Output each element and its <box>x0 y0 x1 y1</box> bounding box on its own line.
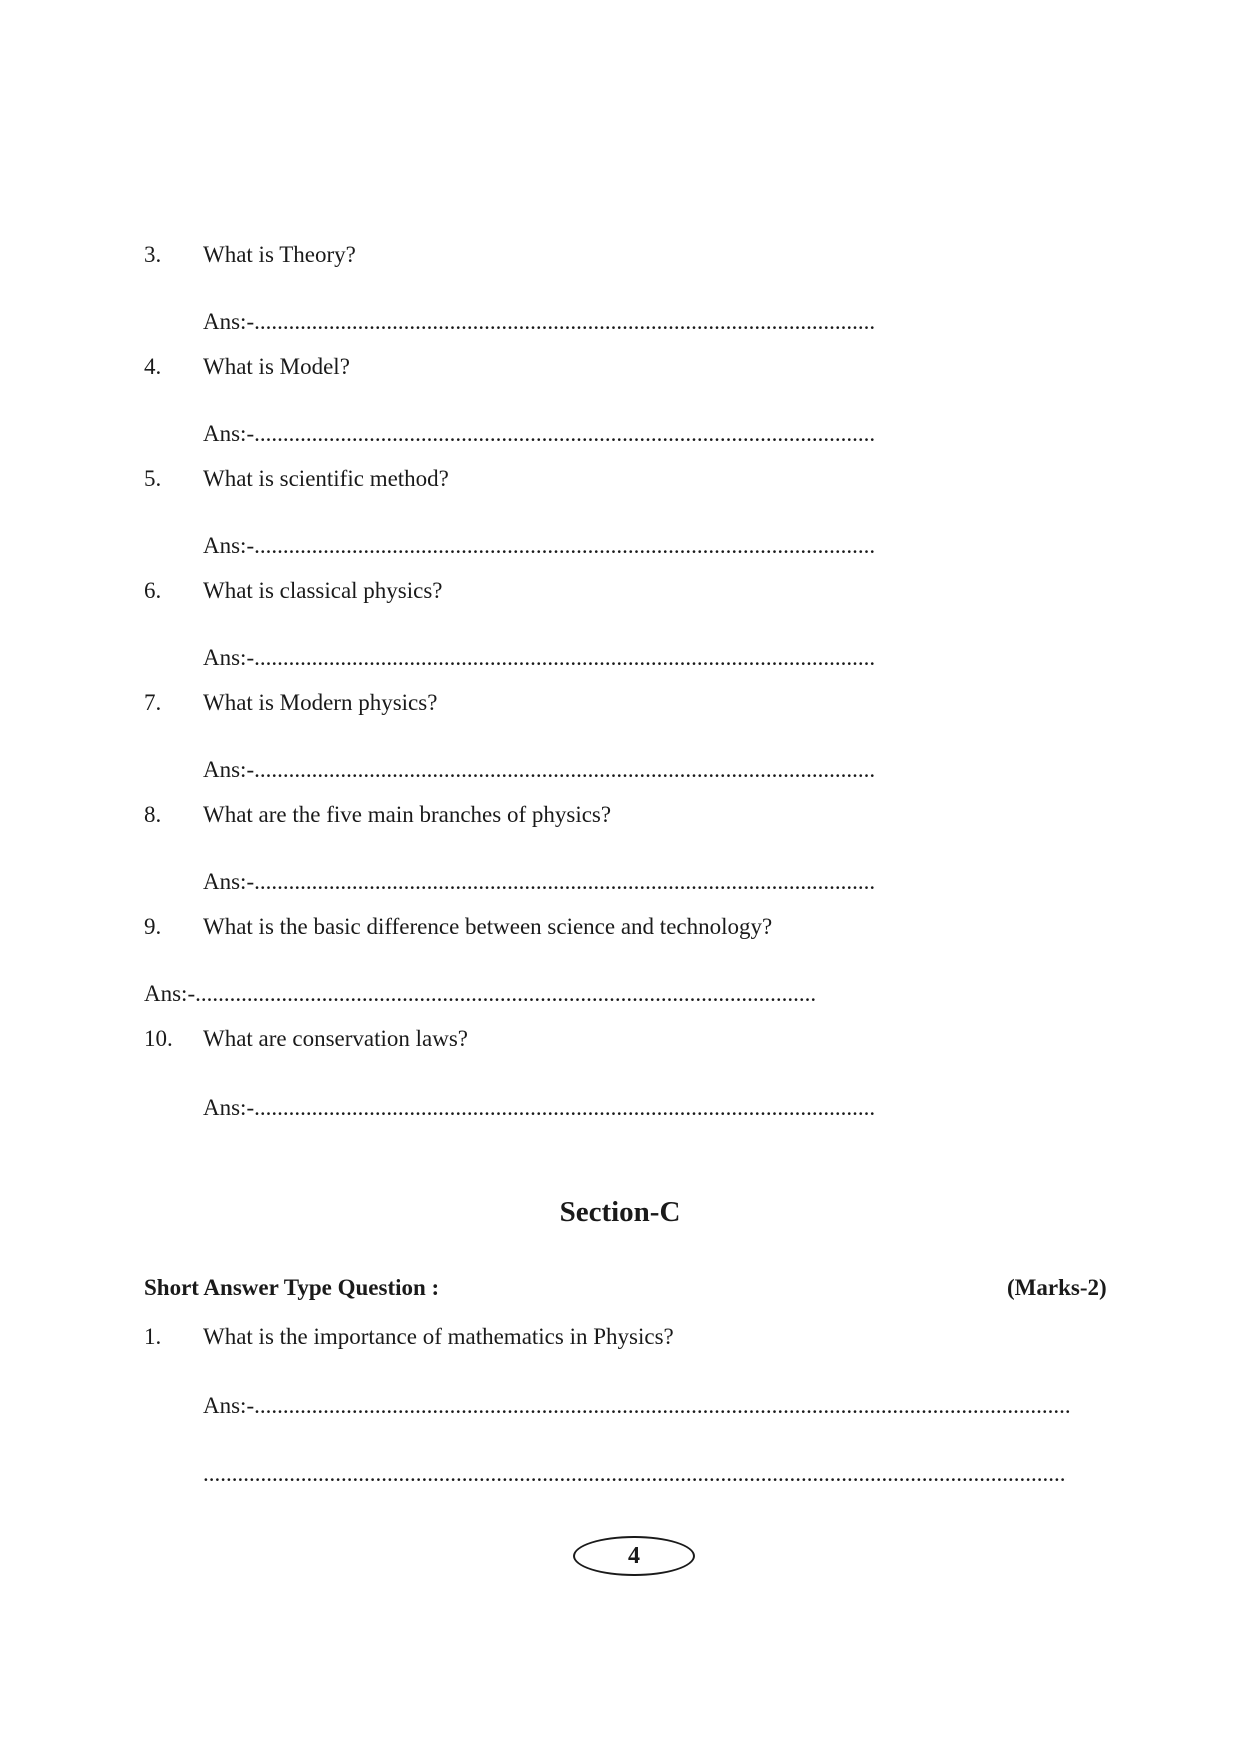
question-number: 8. <box>144 802 162 827</box>
question-number: 10. <box>144 1026 173 1051</box>
answer-line: Ans:-............................................................................................................ <box>203 309 876 334</box>
answer-line: Ans:-............................................................................................................ <box>203 869 876 894</box>
question-text: What are conservation laws? <box>203 1026 469 1051</box>
question-number: 9. <box>144 914 162 939</box>
question-number: 4. <box>144 354 162 379</box>
answer-line: Ans:-............................................................................................................ <box>203 421 876 446</box>
answer-line: Ans:-............................................................................................................ <box>203 645 876 670</box>
question-text: What is classical physics? <box>203 578 443 603</box>
page-number: 4 <box>573 1536 695 1576</box>
section-subtitle: Short Answer Type Question : <box>144 1275 440 1300</box>
question-text: What is Modern physics? <box>203 690 438 715</box>
answer-line: Ans:-............................................................................................................ <box>203 533 876 558</box>
answer-line: Ans:-............................................................................................................ <box>203 1095 876 1120</box>
question-number: 1. <box>144 1324 162 1349</box>
question-number: 3. <box>144 242 162 267</box>
section-title: Section-C <box>559 1196 681 1228</box>
question-number: 5. <box>144 466 162 491</box>
question-text: What are the five main branches of physics? <box>203 802 612 827</box>
question-text: What is Theory? <box>203 242 356 267</box>
marks-label: (Marks-2) <box>1007 1275 1107 1300</box>
question-text: What is scientific method? <box>203 466 449 491</box>
question-text: What is Model? <box>203 354 350 379</box>
question-text: What is the basic difference between science and technology? <box>203 914 773 939</box>
answer-line-continuation: ...................................................................................................................................................... <box>203 1461 1066 1486</box>
question-number: 6. <box>144 578 162 603</box>
answer-line: Ans:-.............................................................................................................................................. <box>203 1393 1071 1418</box>
answer-line: Ans:-............................................................................................................ <box>144 981 817 1006</box>
question-number: 7. <box>144 690 162 715</box>
answer-line: Ans:-............................................................................................................ <box>203 757 876 782</box>
question-text: What is the importance of mathematics in Physics? <box>203 1324 674 1349</box>
